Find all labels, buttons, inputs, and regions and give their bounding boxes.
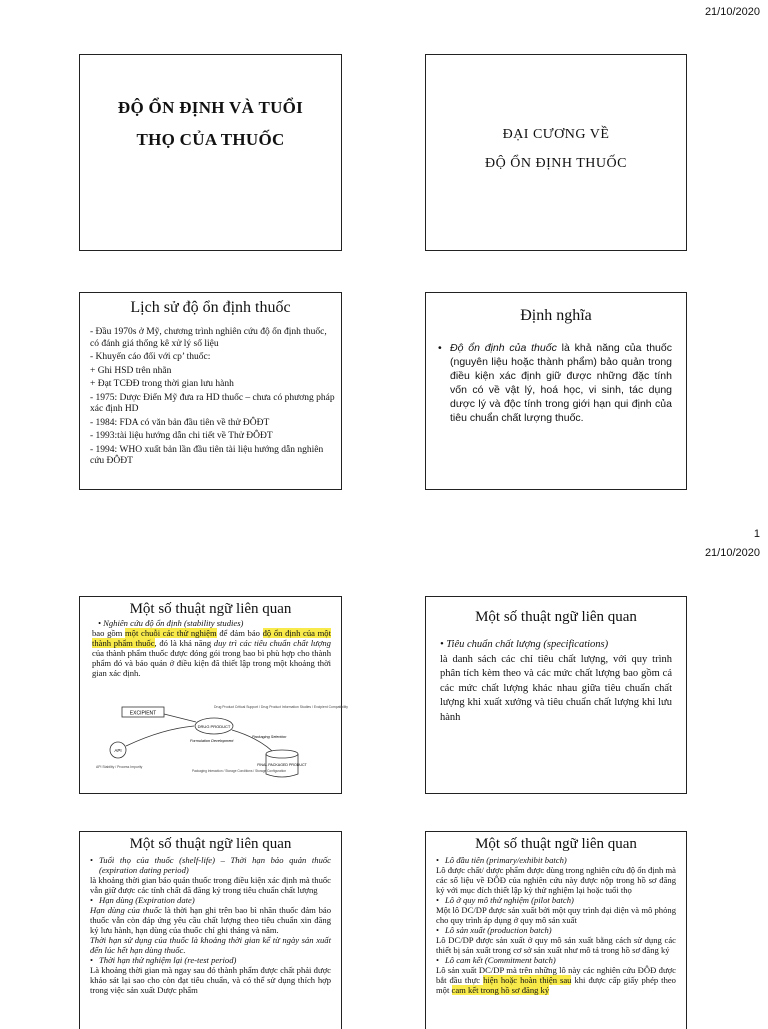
term-specifications: • Tiêu chuẩn chất lượng (specifications) (440, 639, 609, 650)
retest-period-text: Là khoảng thời gian mà ngay sau đó thành phẩm được chất phải được khảo sát lại sao cho còn đạt tiêu chuẩn, và có thể sử dụng thích hợp trong việc sản xuất Dược phẩm (90, 965, 331, 995)
slide-terms-2-title: Một số thuật ngữ liên quan (475, 609, 637, 625)
slide-overview-line1: ĐẠI CƯƠNG VỀ (502, 127, 610, 142)
pilot-batch-text: Một lô DC/DP được sản xuất bởi một quy trình đại diện và mô phỏng cho quy trình áp dụng ở quy mô sản xuất (436, 905, 676, 925)
expiration-date-text (90, 905, 331, 935)
slide-terms-1-title: Một số thuật ngữ liên quan (129, 601, 292, 617)
commitment-batch-text (436, 965, 676, 995)
definition-text (450, 341, 672, 425)
term-pilot-batch: Lô ở quy mô thử nghiệm (pilot batch) (445, 895, 574, 905)
final-product-label: FINAL PACKAGED PRODUCT (257, 763, 307, 767)
slide-terms-2 (425, 596, 687, 794)
arrow-api-drug (126, 726, 194, 746)
page-date-top: 21/10/2020 (704, 6, 760, 18)
api-label: API (114, 748, 122, 753)
bullet-icon: • (436, 925, 440, 935)
bullet-icon: • (438, 342, 442, 354)
bullet-icon: • (436, 895, 440, 905)
history-item: - 1993:tài liệu hướng dẫn chi tiết về Thử ĐÔĐT (90, 431, 273, 441)
bullet-icon: • (436, 855, 440, 865)
bullet-icon: • (90, 895, 94, 905)
note-api: API Stability / Process Impurity (96, 765, 143, 769)
slide-title-line1: ĐỘ ỔN ĐỊNH VÀ TUỔI (117, 98, 304, 117)
shelf-life-text: là khoảng thời gian bảo quản thuốc trong điều kiện xác định mà thuốc vẫn giữ được các tính chất đã đăng ký trong tiêu chuẩn chất lượng (90, 875, 331, 895)
history-item: - Đầu 1970s ở Mỹ, chương trình nghiên cứu độ ổn định thuốc, có đánh giá thống kê xử lý số liệu (90, 327, 327, 349)
slide-terms-1 (79, 596, 348, 794)
term-expiration-date: Hạn dùng (Expiration date) (99, 895, 195, 905)
history-list (80, 327, 341, 468)
usage-period-text: Thời hạn sử dụng của thuốc là khoảng thời gian kể từ ngày sản xuất đến lúc hết hạn dùng thuốc. (90, 935, 331, 955)
text-part: là thời hạn ghi trên bao bì nhãn thuốc đảm bảo thuốc vẫn còn đáp ứng yêu cầu chất lượng theo tiêu chuẩn xin đăng ký lưu hành, hạn dùng của thuốc chỉ ghi tháng và năm. (90, 905, 331, 935)
italic-text: duy trì các tiêu chuẩn chất lượng (213, 638, 331, 648)
bullet-icon: • (90, 855, 94, 865)
slide-overview (425, 54, 687, 251)
term-retest-period: Thời hạn thử nghiệm lại (re-test period) (99, 955, 237, 965)
note-pack: Packaging Interaction / Storage Conditions / Storage Configuration (192, 769, 287, 773)
slide-terms-4-title: Một số thuật ngữ liên quan (475, 836, 637, 852)
definition-term: Độ ổn định của thuốc (450, 342, 557, 354)
term-production-batch: Lô sản xuất (production batch) (445, 925, 552, 935)
primary-batch-text: Lô được chất/ dược phẩm được dùng trong nghiên cứu độ ổn định mà các số liệu về ĐÔĐ của nghiên cứu này được nộp trong hồ sơ đăng ký với mục đích thiết lập kỳ thử nghiệm lại hoặc tuổi thọ (436, 865, 676, 895)
slide-terms-3-title: Một số thuật ngữ liên quan (129, 836, 292, 852)
text-part: bao gồm (92, 628, 125, 638)
term-shelf-life: Tuổi thọ của thuốc (shelf-life) – Thời hạn bảo quản thuốc (expiration dating period) (99, 855, 331, 875)
slide-definition-title: Định nghĩa (520, 307, 592, 324)
history-item: - 1984: FDA có văn bản đầu tiên về thử ĐÔĐT (90, 417, 270, 428)
history-item: - 1975: Dược Điển Mỹ đưa ra HD thuốc – chưa có phương pháp xác định HD (90, 392, 335, 414)
definition-desc: là khả năng của thuốc (nguyên liệu hoặc thành phẩm) bảo quản trong điều kiện xác định giữ được những đặc tính vốn có về vật lý, hoá học, vi sinh, tác dụng dược lý và độc tính trong giới hạn qui định của tiêu chuẩn chất lượng thuốc. (450, 342, 672, 424)
highlight-text: cam kết trong hồ sơ đăng ký (451, 985, 550, 995)
text-part: của thành phẩm thuốc được đóng gói trong bao bì phù hợp cho thành phẩm đó và bảo quản ở điều kiện đã thiết lập trong một khoảng thời gian xác định. (92, 648, 331, 678)
production-batch-text: Lô DC/DP được sản xuất ở quy mô sản xuất bằng cách sử dụng các thiết bị sản xuất trong cơ sở sản xuất như mô tả trong hồ sơ đăng ký (436, 935, 676, 955)
arrow-excipient-drug (164, 714, 196, 722)
slide-terms-3 (79, 831, 342, 1029)
text-part: khi được cấp giấy phép theo một (436, 975, 676, 995)
note-top: Drug Product Critical Support / Drug Product Information Studies / Excipient Compatibility (214, 705, 348, 709)
stability-studies-text (92, 628, 331, 678)
highlight-text: độ ổn định của một thành phẩm thuốc (92, 628, 331, 648)
history-item: - Khuyến cáo đối với cp’ thuốc: (90, 352, 211, 362)
final-product-top (266, 750, 298, 758)
slide-overview-line2: ĐỘ ỔN ĐỊNH THUỐC (485, 156, 627, 171)
drug-product-label: DRUG PRODUCT (197, 724, 231, 729)
slide-title-line2: THỌ CỦA THUỐC (136, 130, 285, 149)
slide-history (79, 292, 342, 490)
slide-history-title: Lịch sử độ ổn định thuốc (130, 299, 291, 316)
page-number: 1 (753, 528, 760, 540)
history-item: + Ghi HSD trên nhãn (90, 365, 172, 376)
text-part: để đảm bảo (216, 628, 263, 638)
slide-definition (425, 292, 687, 490)
term-primary-batch: Lô đầu tiên (primary/exhibit batch) (445, 855, 567, 865)
slide-terms-4 (425, 831, 687, 1029)
stability-flow-diagram (92, 704, 348, 784)
bullet-icon: • (436, 955, 440, 965)
specifications-text: là danh sách các chỉ tiêu chất lượng, với quy trình phân tích kèm theo và các mức chất lượng bao gồm cả các mức chất lượng khác nhau giữa tiêu chuẩn chất lượng khi xuất xưởng và tiêu chuẩn chất lượng khi lưu hành (440, 653, 672, 723)
highlight-text: hiện hoặc hoàn thiện sau (483, 975, 572, 985)
definition-body (438, 341, 672, 425)
text-part: Lô sản xuất DC/DP mà trên những lô này các nghiên cứu ĐÔĐ được bắt đầu thực (436, 965, 676, 985)
highlight-text: một chuỗi các thử nghiệm (125, 628, 217, 638)
term-commitment-batch: Lô cam kết (Commitment batch) (445, 955, 556, 965)
packaging-label: Packaging Selection (252, 735, 287, 739)
history-item: - 1994: WHO xuất bản lần đầu tiên tài liệu hướng dẫn nghiên cứu ĐÔĐT (90, 444, 324, 466)
text-part: , đó là khả năng (154, 638, 214, 648)
history-item: + Đạt TCĐĐ trong thời gian lưu hành (90, 379, 234, 389)
page-date-bottom: 21/10/2020 (704, 547, 760, 559)
formulation-label: Formulation Development (190, 739, 234, 743)
term-stability-studies: • Nghiên cứu độ ổn định (stability studies) (98, 618, 244, 628)
slide-title (79, 54, 342, 251)
excipient-label: EXCIPIENT (129, 710, 157, 717)
italic-text: Hạn dùng của thuốc (90, 905, 162, 915)
bullet-icon: • (90, 955, 94, 965)
